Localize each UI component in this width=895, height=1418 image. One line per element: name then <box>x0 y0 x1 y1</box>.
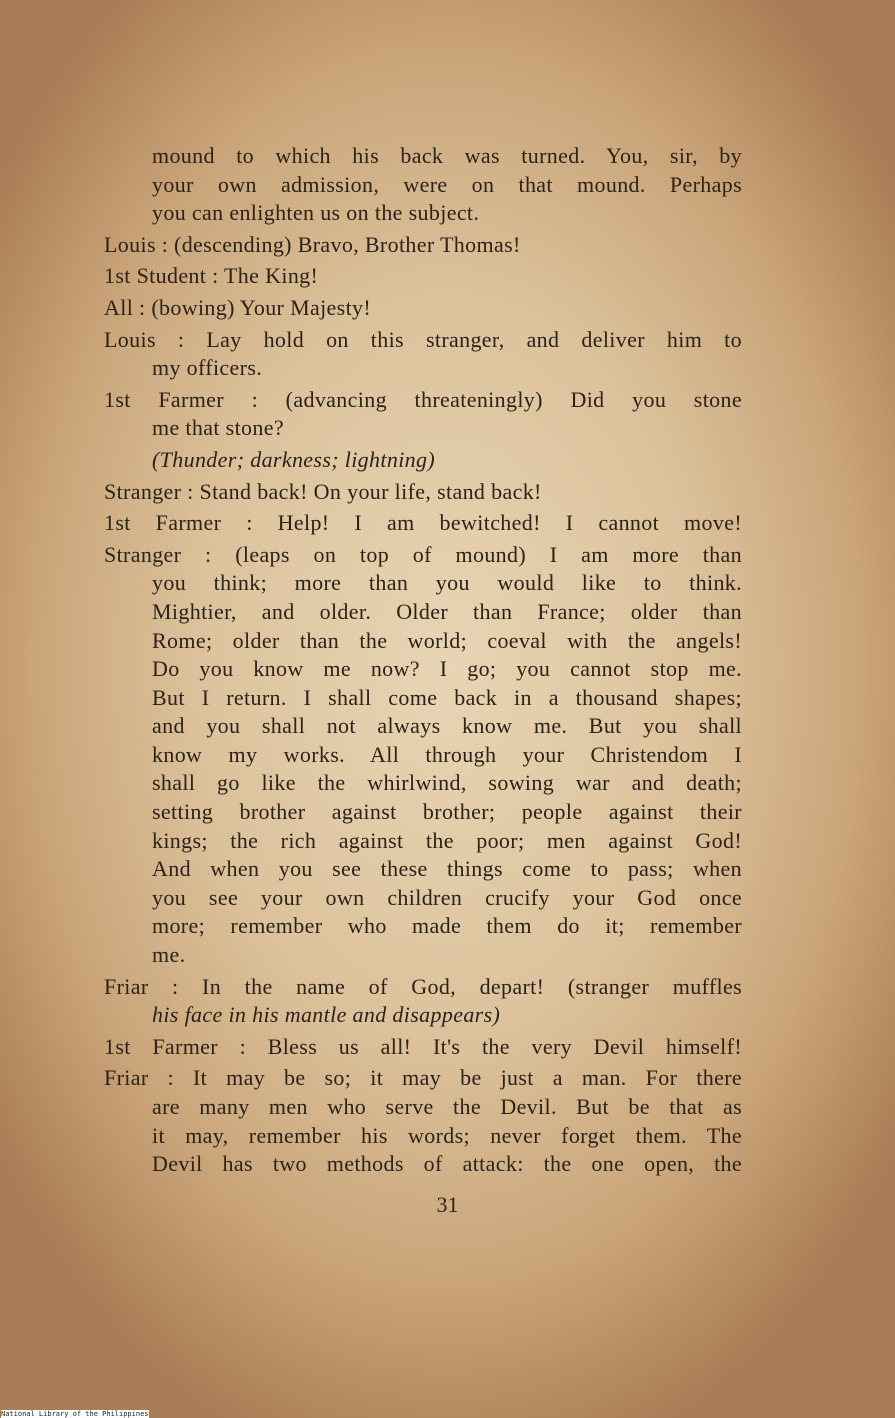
stage-direction: (Thunder; darkness; lightning) <box>152 446 436 472</box>
text-line: mound to which his back was turned. You, sir, by <box>152 143 742 168</box>
text-line: Stranger : Stand back! On your life, stand back! <box>104 478 542 504</box>
text-line: 1st Farmer : Help! I am bewitched! I cannot move! <box>104 510 742 536</box>
text-line: it may, remember his words; never forget them. The <box>152 1122 742 1148</box>
text-line: Stranger : (leaps on top of mound) I am more than <box>104 541 742 567</box>
text-line: And when you see these things come to pass; when <box>152 856 742 882</box>
text-line: Do you know me now? I go; you cannot stop me. <box>152 656 742 682</box>
text-line: Rome; older than the world; coeval with the angels! <box>152 627 742 653</box>
page-number: 31 <box>436 1192 459 1217</box>
text-line: me. <box>152 942 186 968</box>
text-line: are many men who serve the Devil. But be that as <box>152 1094 742 1119</box>
text-line: you can enlighten us on the subject. <box>152 200 480 226</box>
text-line: more; remember who made them do it; remember <box>152 913 742 939</box>
text-line: me that stone? <box>152 415 284 441</box>
text-line: Friar : In the name of God, depart! (stranger muffles <box>104 973 742 999</box>
text-line: kings; the rich against the poor; men against God! <box>152 827 742 853</box>
stage-direction: his face in his mantle and disappears) <box>152 1002 501 1028</box>
text-line: Mightier, and older. Older than France; older than <box>152 598 742 624</box>
text-line: setting brother against brother; people against their <box>152 799 742 825</box>
text-line: your own admission, were on that mound. Perhaps <box>152 171 742 197</box>
text-line: Louis : (descending) Bravo, Brother Thomas! <box>104 231 521 257</box>
play-text <box>104 142 742 1179</box>
text-line: But I return. I shall come back in a thousand shapes; <box>152 684 742 710</box>
text-line: All : (bowing) Your Majesty! <box>104 294 372 320</box>
text-line: shall go like the whirlwind, sowing war and death; <box>152 770 742 796</box>
text-line: Louis : Lay hold on this stranger, and deliver him to <box>104 326 742 352</box>
text-line: 1st Student : The King! <box>104 263 319 289</box>
text-line: you see your own children crucify your God once <box>152 884 742 910</box>
text-line: know my works. All through your Christendom I <box>152 741 742 767</box>
text-line: Friar : It may be so; it may be just a man. For there <box>104 1065 742 1091</box>
library-credit: National Library of the Philippines <box>1 1410 149 1418</box>
text-line: 1st Farmer : Bless us all! It's the very Devil himself! <box>104 1033 742 1059</box>
text-line: Devil has two methods of attack: the one open, the <box>152 1151 742 1177</box>
text-line: my officers. <box>152 355 263 381</box>
text-line: 1st Farmer : (advancing threateningly) Did you stone <box>104 386 742 412</box>
text-line: and you shall not always know me. But you shall <box>152 713 742 739</box>
text-line: you think; more than you would like to think. <box>152 570 742 596</box>
